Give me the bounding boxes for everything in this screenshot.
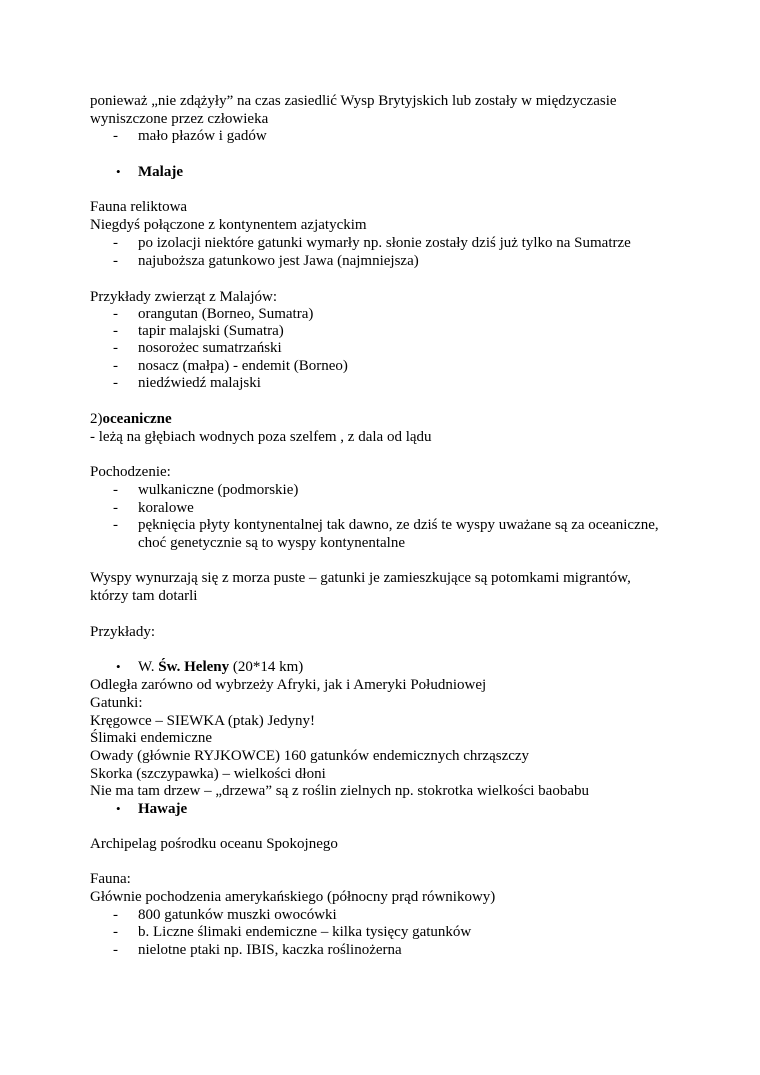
paragraph: Nie ma tam drzew – „drzewa” są z roślin zielnych np. stokrotka wielkości baobabu <box>90 783 589 799</box>
list-item: po izolacji niektóre gatunki wymarły np. słonie zostały dziś już tylko na Sumatrze <box>138 235 631 251</box>
intro-line-2: wyniszczone przez człowieka <box>90 111 269 127</box>
list-dash: - <box>113 375 118 391</box>
section-heading-hawaje <box>138 800 187 818</box>
paragraph: - leżą na głębiach wodnych poza szelfem , z dala od lądu <box>90 429 432 445</box>
intro-line-1: ponieważ „nie zdążyły” na czas zasiedlić Wysp Brytyjskich lub zostały w międzyczasie <box>90 93 617 109</box>
paragraph: Przykłady zwierząt z Malajów: <box>90 289 278 305</box>
paragraph: Fauna: <box>90 871 131 887</box>
section-heading-helena <box>138 658 303 676</box>
list-dash: - <box>113 500 118 516</box>
list-dash: - <box>113 907 118 923</box>
list-item: b. Liczne ślimaki endemiczne – kilka tysięcy gatunków <box>138 924 472 940</box>
list-item: niedźwiedź malajski <box>138 375 261 391</box>
bullet-icon: • <box>116 659 121 674</box>
list-item: nielotne ptaki np. IBIS, kaczka roślinożerna <box>138 942 402 958</box>
list-item: nosorożec sumatrzański <box>138 340 282 356</box>
paragraph: Fauna reliktowa <box>90 199 188 215</box>
list-dash: - <box>113 517 118 533</box>
list-item: tapir malajski (Sumatra) <box>138 323 284 339</box>
paragraph: Owady (głównie RYJKOWCE) 160 gatunków endemicznych chrząszczy <box>90 748 530 764</box>
section-heading-oceaniczne <box>90 410 172 428</box>
paragraph: Głównie pochodzenia amerykańskiego (północny prąd równikowy) <box>90 889 496 905</box>
list-item: najuboższa gatunkowo jest Jawa (najmniejsza) <box>138 253 419 269</box>
paragraph: Niegdyś połączone z kontynentem azjatyckim <box>90 217 367 233</box>
section-heading-malaje <box>138 163 183 181</box>
list-item: koralowe <box>138 500 194 516</box>
list-dash: - <box>113 924 118 940</box>
list-item: wulkaniczne (podmorskie) <box>138 482 299 498</box>
list-dash: - <box>113 128 118 144</box>
list-item: nosacz (małpa) - endemit (Borneo) <box>138 358 348 374</box>
list-dash: - <box>113 323 118 339</box>
list-item-continuation: choć genetycznie są to wyspy kontynentalne <box>138 535 405 551</box>
heading-text: Malaje <box>138 164 183 180</box>
heading-size: (20*14 km) <box>229 659 304 675</box>
list-dash: - <box>113 340 118 356</box>
list-dash: - <box>113 358 118 374</box>
bullet-icon: • <box>116 801 121 816</box>
list-dash: - <box>113 306 118 322</box>
paragraph: którzy tam dotarli <box>90 588 198 604</box>
list-dash: - <box>113 942 118 958</box>
list-item: mało płazów i gadów <box>138 128 267 144</box>
paragraph: Kręgowce – SIEWKA (ptak) Jedyny! <box>90 713 315 729</box>
list-item: orangutan (Borneo, Sumatra) <box>138 306 314 322</box>
paragraph: Gatunki: <box>90 695 143 711</box>
list-item: 800 gatunków muszki owocówki <box>138 907 337 923</box>
paragraph: Wyspy wynurzają się z morza puste – gatunki je zamieszkujące są potomkami migrantów, <box>90 570 631 586</box>
list-dash: - <box>113 482 118 498</box>
heading-prefix: W. <box>138 659 159 675</box>
paragraph: Przykłady: <box>90 624 155 640</box>
paragraph: Skorka (szczypawka) – wielkości dłoni <box>90 766 326 782</box>
heading-text: Hawaje <box>138 801 188 817</box>
list-item: pęknięcia płyty kontynentalnej tak dawno, ze dziś te wyspy uważane są za oceaniczne, <box>138 517 659 533</box>
heading-text: oceaniczne <box>102 411 172 427</box>
paragraph: Odległa zarówno od wybrzeży Afryki, jak i Ameryki Południowej <box>90 677 487 693</box>
section-number: 2) <box>90 411 103 427</box>
list-dash: - <box>113 253 118 269</box>
paragraph: Ślimaki endemiczne <box>90 730 213 746</box>
paragraph: Pochodzenie: <box>90 464 171 480</box>
heading-text: Św. Heleny <box>158 659 230 675</box>
bullet-icon: • <box>116 164 121 179</box>
list-dash: - <box>113 235 118 251</box>
paragraph: Archipelag pośrodku oceanu Spokojnego <box>90 836 338 852</box>
